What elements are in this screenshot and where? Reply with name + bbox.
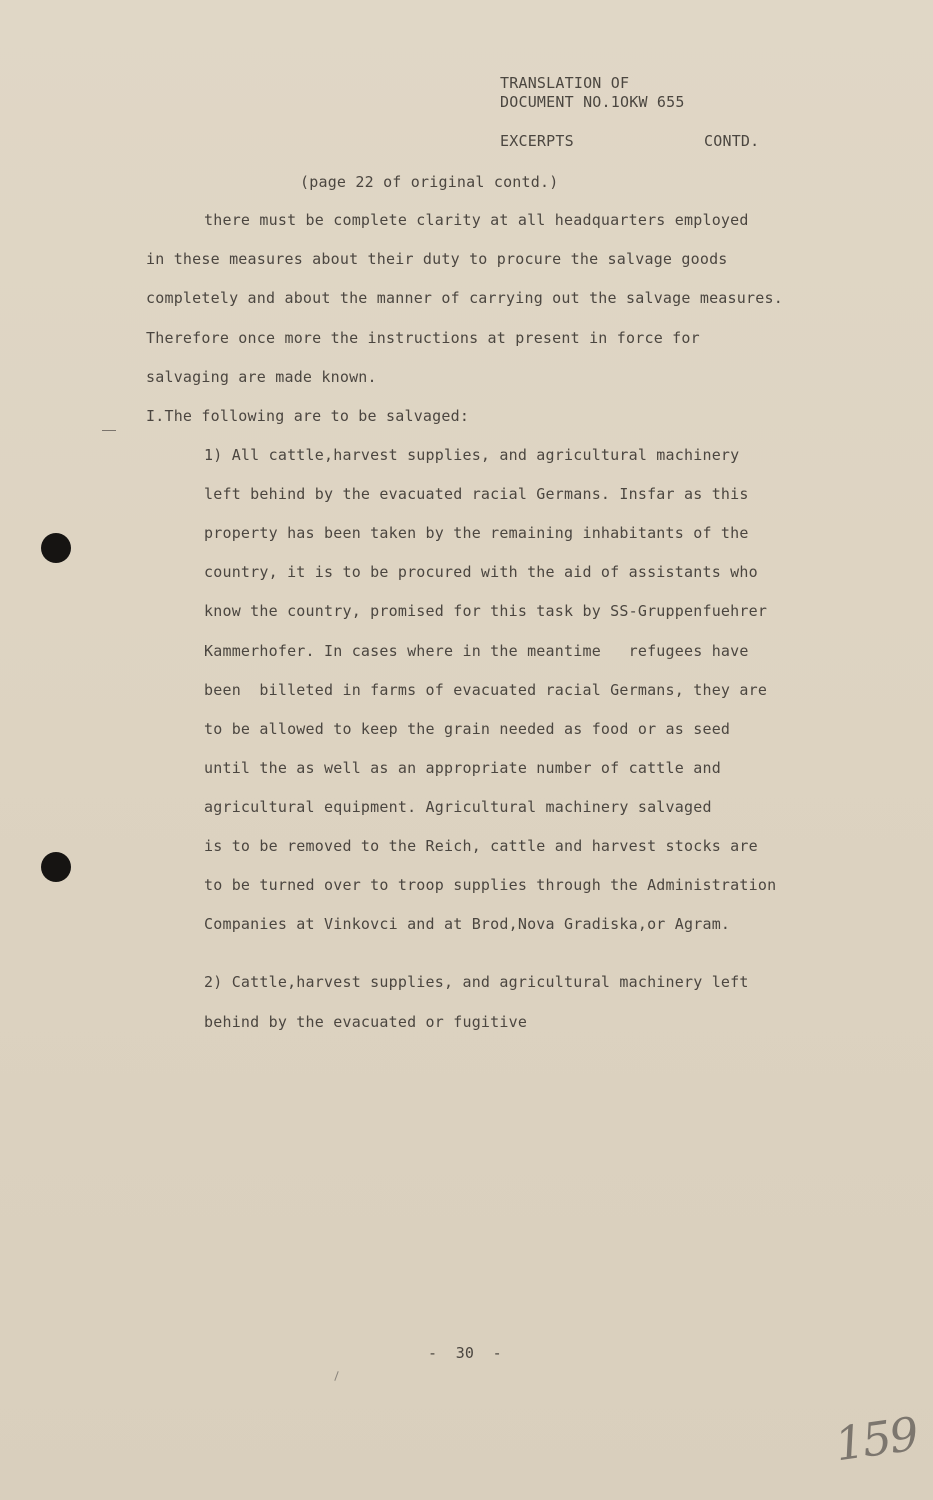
item-1-line: until the as well as an appropriate number of cattle and (204, 759, 721, 777)
item-1-line: been billeted in farms of evacuated racial Germans, they are (204, 681, 768, 699)
body-line: there must be complete clarity at all headquarters employed (204, 211, 749, 229)
section-heading: I.The following are to be salvaged: (146, 407, 470, 425)
item-1-line: Companies at Vinkovci and at Brod,Nova Gradiska,or Agram. (204, 915, 731, 933)
item-1-line: know the country, promised for this task by SS-Gruppenfuehrer (204, 602, 768, 620)
item-1-line: left behind by the evacuated racial Germans. Insfar as this (204, 485, 749, 503)
item-1-line: is to be removed to the Reich, cattle and harvest stocks are (204, 837, 758, 855)
item-1-line: 1) All cattle,harvest supplies, and agricultural machinery (204, 446, 740, 464)
page-note: (page 22 of original contd.) (300, 173, 559, 191)
header-excerpts: EXCERPTS (500, 132, 574, 150)
header-title: TRANSLATION OF (500, 74, 630, 92)
handwritten-folio-number: 159 (831, 1406, 921, 1472)
page-number: - 30 - (428, 1344, 502, 1362)
punch-hole-top (41, 533, 71, 563)
item-1-line: country, it is to be procured with the aid of assistants who (204, 563, 758, 581)
item-1-line: to be turned over to troop supplies through the Administration (204, 876, 777, 894)
header-document-number: DOCUMENT NO.1OKW 655 (500, 93, 685, 111)
header-contd: CONTD. (704, 132, 760, 150)
item-2-line: 2) Cattle,harvest supplies, and agricultural machinery left (204, 973, 749, 991)
item-2-line: behind by the evacuated or fugitive (204, 1013, 528, 1031)
stray-pencil-mark (334, 1371, 338, 1381)
item-1-line: agricultural equipment. Agricultural machinery salvaged (204, 798, 712, 816)
item-1-line: Kammerhofer. In cases where in the meantime refugees have (204, 642, 749, 660)
body-line: salvaging are made known. (146, 368, 377, 386)
punch-hole-bottom (41, 852, 71, 882)
item-1-line: property has been taken by the remaining inhabitants of the (204, 524, 749, 542)
body-line: completely and about the manner of carrying out the salvage measures. (146, 289, 783, 307)
body-line: Therefore once more the instructions at present in force for (146, 329, 700, 347)
item-1-line: to be allowed to keep the grain needed as food or as seed (204, 720, 731, 738)
margin-tick-mark (102, 430, 116, 431)
body-line: in these measures about their duty to procure the salvage goods (146, 250, 728, 268)
